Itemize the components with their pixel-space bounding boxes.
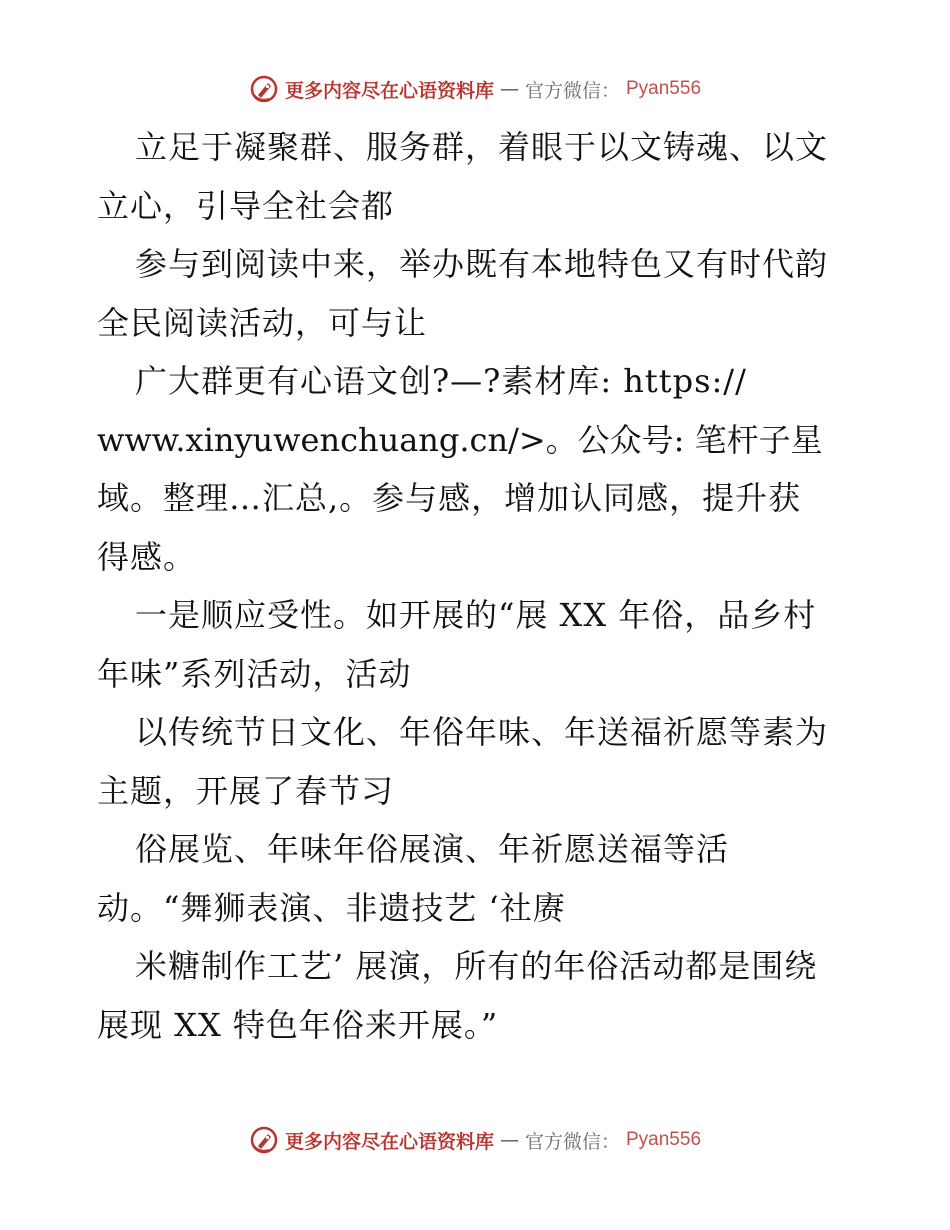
body-line: 年味”系列活动，活动 — [97, 654, 412, 693]
body-line: 动。“舞狮表演、非遗技艺 ‘社赓 — [97, 888, 566, 927]
banner-separator: — — [499, 78, 519, 100]
body-line: 以传统节日文化、年俗年味、年送福祈愿等素为 — [135, 713, 829, 751]
body-line: 广大群更有心语文创?—?素材库: https:// — [135, 362, 747, 400]
banner-wechat-label: 官方微信： — [524, 1130, 620, 1153]
banner-main-text: 更多内容尽在心语资料库 — [284, 1130, 494, 1153]
banner-separator: — — [499, 1129, 519, 1151]
body-line: www.xinyuwenchuang.cn/>。公众号: 笔杆子星 — [97, 420, 823, 459]
body-line: 米糖制作工艺’ 展演，所有的年俗活动都是围绕 — [135, 947, 818, 985]
banner-main-text: 更多内容尽在心语资料库 — [284, 79, 494, 102]
body-line: 得感。 — [97, 537, 197, 576]
body-line: 主题，开展了春节习 — [97, 771, 395, 810]
pen-nib-logo-icon — [249, 1125, 279, 1155]
footer-banner — [0, 1123, 950, 1157]
banner-wechat-id: Pyan556 — [626, 1129, 702, 1150]
body-line: 展现 XX 特色年俗来开展。” — [97, 1005, 499, 1044]
body-line: 参与到阅读中来，举办既有本地特色又有时代韵 — [135, 245, 829, 283]
body-line: 俗展览、年味年俗展演、年祈愿送福等活 — [135, 830, 730, 868]
body-line: 一是顺应受性。如开展的“展 XX 年俗，品乡村 — [135, 596, 817, 634]
banner-wechat-id: Pyan556 — [626, 78, 702, 99]
body-line: 域。整理…汇总,。参与感，增加认同感，提升获 — [97, 479, 802, 517]
body-line: 立足于凝聚群、服务群，着眼于以文铸魂、以文 — [135, 128, 829, 166]
banner-wechat-label: 官方微信： — [524, 79, 620, 102]
header-banner — [0, 72, 950, 106]
pen-nib-logo-icon — [249, 74, 279, 104]
body-line: 全民阅读活动，可与让 — [97, 303, 428, 342]
document-body — [97, 118, 857, 1054]
body-line: 立心，引导全社会都 — [97, 186, 395, 225]
